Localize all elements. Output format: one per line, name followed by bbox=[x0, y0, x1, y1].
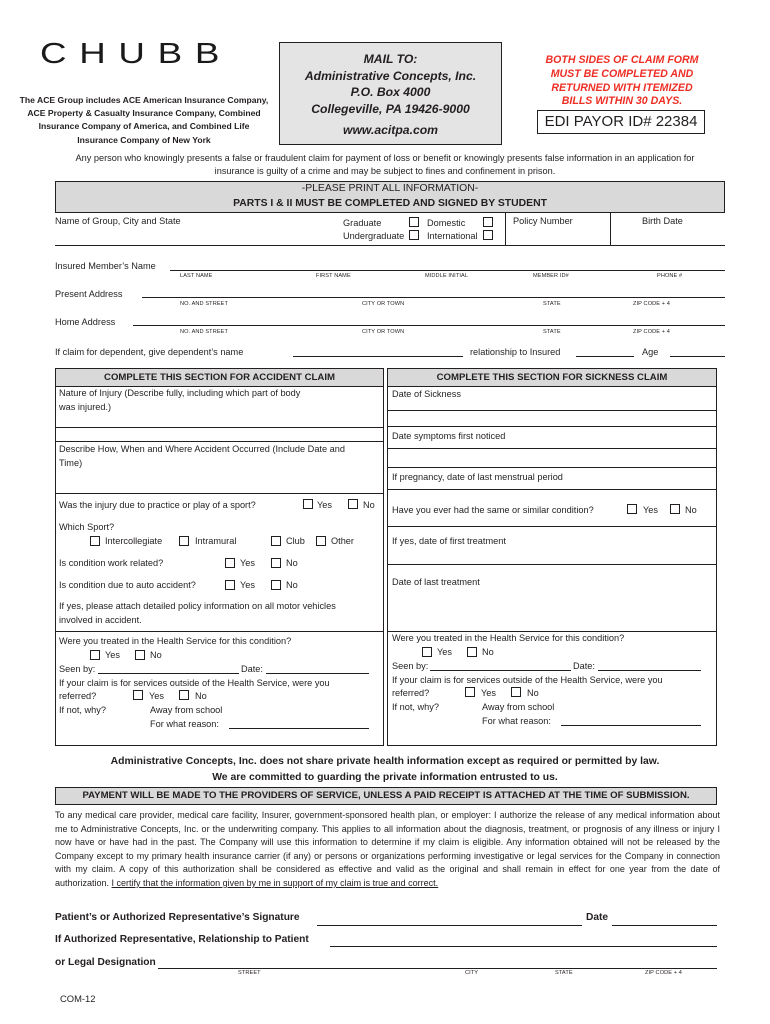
date-of-sickness-label: Date of Sickness bbox=[392, 389, 461, 399]
international-label: International bbox=[427, 231, 478, 241]
sickness-treated-no-checkbox[interactable] bbox=[467, 647, 477, 657]
describe-line: Time) bbox=[59, 457, 83, 468]
no-label: No bbox=[482, 647, 494, 657]
mail-to-box bbox=[279, 42, 502, 145]
mail-to-pobox: P.O. Box 4000 bbox=[350, 85, 431, 99]
mail-to-label: MAIL TO: bbox=[363, 52, 418, 66]
no-label: No bbox=[363, 500, 375, 510]
last-treatment-label: Date of last treatment bbox=[392, 577, 480, 587]
accident-section bbox=[55, 368, 384, 746]
col-last-name: LAST NAME bbox=[180, 273, 213, 279]
accident-section-title: COMPLETE THIS SECTION FOR ACCIDENT CLAIM bbox=[56, 369, 383, 387]
nature-of-injury-label bbox=[59, 387, 381, 414]
no-label: No bbox=[150, 650, 162, 660]
same-condition-no-checkbox[interactable] bbox=[670, 504, 680, 514]
relationship-label: relationship to Insured bbox=[470, 347, 561, 357]
intercollegiate-label: Intercollegiate bbox=[105, 536, 163, 546]
present-address-label: Present Address bbox=[55, 289, 123, 299]
same-condition-question: Have you ever had the same or similar condition? bbox=[392, 505, 594, 515]
signature-line[interactable] bbox=[317, 925, 582, 926]
sickness-seen-by-label: Seen by: bbox=[392, 661, 429, 671]
auto-policy-note bbox=[59, 600, 381, 627]
yes-label: Yes bbox=[240, 580, 255, 590]
mail-to-city: Collegeville, PA 19426-9000 bbox=[311, 101, 470, 116]
yes-label: Yes bbox=[240, 558, 255, 568]
privacy-statement bbox=[40, 754, 730, 785]
col-street: STREET bbox=[238, 970, 261, 976]
home-address-line[interactable] bbox=[133, 325, 725, 326]
legal-designation-label: or Legal Designation bbox=[55, 957, 156, 968]
accident-reason-line[interactable] bbox=[229, 728, 369, 729]
col-zip: ZIP CODE + 4 bbox=[633, 301, 671, 307]
sickness-seen-by-line[interactable] bbox=[430, 670, 571, 671]
club-checkbox[interactable] bbox=[271, 536, 281, 546]
first-treatment-label: If yes, date of first treatment bbox=[392, 536, 506, 546]
undergraduate-label: Undergraduate bbox=[343, 231, 405, 241]
col-zip: ZIP CODE + 4 bbox=[645, 970, 683, 976]
sickness-section bbox=[387, 368, 717, 746]
accident-referred-no-checkbox[interactable] bbox=[179, 690, 189, 700]
col-zip: ZIP CODE + 4 bbox=[633, 329, 671, 335]
sickness-if-not-label: If not, why? bbox=[392, 702, 439, 712]
company-group-text bbox=[12, 94, 276, 147]
yes-label: Yes bbox=[317, 500, 332, 510]
dependent-line[interactable] bbox=[293, 356, 463, 357]
company-line: ACE Property & Casualty Insurance Company, Combined bbox=[27, 108, 261, 119]
sickness-referred-label: referred? bbox=[392, 688, 430, 698]
intercollegiate-checkbox[interactable] bbox=[90, 536, 100, 546]
describe-accident-label bbox=[59, 443, 381, 470]
other-checkbox[interactable] bbox=[316, 536, 326, 546]
insured-member-line[interactable] bbox=[170, 270, 725, 271]
sickness-outside-label: If your claim is for services outside of the Health Service, were you bbox=[392, 675, 663, 685]
sport-no-checkbox[interactable] bbox=[348, 499, 358, 509]
col-state: STATE bbox=[543, 329, 561, 335]
yes-label: Yes bbox=[643, 505, 658, 515]
sickness-date-label: Date: bbox=[573, 661, 595, 671]
auto-yes-checkbox[interactable] bbox=[225, 580, 235, 590]
svg-text:CHUBB: CHUBB bbox=[40, 38, 232, 70]
chubb-logo bbox=[40, 38, 240, 70]
no-label: No bbox=[685, 505, 697, 515]
work-related-question: Is condition work related? bbox=[59, 558, 164, 568]
sickness-reason-label: For what reason: bbox=[482, 716, 551, 726]
sickness-away-label: Away from school bbox=[482, 702, 555, 712]
parts-instruction: PARTS I & II MUST BE COMPLETED AND SIGNED BY STUDENT bbox=[233, 197, 547, 209]
accident-treated-question: Were you treated in the Health Service for this condition? bbox=[59, 636, 292, 646]
accident-seen-by-label: Seen by: bbox=[59, 664, 96, 674]
warning-line: BILLS WITHIN 30 DAYS. bbox=[561, 95, 683, 108]
which-sport-label: Which Sport? bbox=[59, 522, 115, 532]
sport-question: Was the injury due to practice or play of a sport? bbox=[59, 500, 256, 510]
col-street: NO. AND STREET bbox=[180, 301, 229, 307]
company-line: The ACE Group includes ACE American Insurance Company, bbox=[19, 95, 269, 105]
warning-line: BOTH SIDES OF CLAIM FORM bbox=[545, 54, 699, 66]
age-label: Age bbox=[642, 347, 659, 357]
work-yes-checkbox[interactable] bbox=[225, 558, 235, 568]
mail-to-company: Administrative Concepts, Inc. bbox=[304, 68, 477, 83]
sickness-referred-yes-checkbox[interactable] bbox=[465, 687, 475, 697]
auto-note-line: involved in accident. bbox=[59, 614, 142, 625]
insured-member-label: Insured Member’s Name bbox=[55, 261, 156, 271]
sickness-referred-no-checkbox[interactable] bbox=[511, 687, 521, 697]
authorization-text bbox=[55, 809, 720, 891]
accident-referred-label: referred? bbox=[59, 691, 97, 701]
present-address-line[interactable] bbox=[142, 297, 725, 298]
print-instruction: -PLEASE PRINT ALL INFORMATION- bbox=[301, 183, 479, 194]
col-street: NO. AND STREET bbox=[180, 329, 229, 335]
home-address-label: Home Address bbox=[55, 317, 116, 327]
col-phone: PHONE # bbox=[657, 273, 683, 279]
graduate-checkbox[interactable] bbox=[409, 217, 419, 227]
fraud-notice: Any person who knowingly presents a false or fraudulent claim for payment of loss or benefit or knowingly presents false information in an application for insurance is guilty of a crime and may be subject to fines and confinement in prison. bbox=[75, 153, 695, 176]
certification-text: I certify that the information given by me in support of my claim is true and correct. bbox=[111, 877, 439, 888]
undergraduate-checkbox[interactable] bbox=[409, 230, 419, 240]
date-symptoms-label: Date symptoms first noticed bbox=[392, 431, 506, 441]
other-label: Other bbox=[331, 536, 354, 546]
col-middle-initial: MIDDLE INITIAL bbox=[425, 273, 469, 279]
no-label: No bbox=[527, 688, 539, 698]
auto-accident-question: Is condition due to auto accident? bbox=[59, 580, 196, 590]
claim-warning bbox=[530, 54, 714, 109]
yes-label: Yes bbox=[149, 691, 164, 701]
policy-number-label: Policy Number bbox=[513, 216, 573, 226]
col-city: CITY OR TOWN bbox=[362, 301, 405, 307]
col-city: CITY OR TOWN bbox=[362, 329, 405, 335]
print-banner bbox=[55, 181, 725, 213]
sport-yes-checkbox[interactable] bbox=[303, 499, 313, 509]
edi-payor-id: EDI PAYOR ID# 22384 bbox=[537, 110, 705, 134]
graduate-label: Graduate bbox=[343, 218, 382, 228]
accident-treated-no-checkbox[interactable] bbox=[135, 650, 145, 660]
privacy-line: Administrative Concepts, Inc. does not share private health information except as required or permitted by law. bbox=[110, 756, 660, 767]
col-state: STATE bbox=[543, 301, 561, 307]
accident-outside-label: If your claim is for services outside of the Health Service, were you bbox=[59, 678, 330, 688]
payment-notice: PAYMENT WILL BE MADE TO THE PROVIDERS OF SERVICE, UNLESS A PAID RECEIPT IS ATTACHED AT THE TIME OF SUBMISSION. bbox=[55, 787, 717, 805]
accident-if-not-label: If not, why? bbox=[59, 705, 106, 715]
website-text: www.acitpa.com bbox=[342, 123, 439, 137]
domestic-label: Domestic bbox=[427, 218, 466, 228]
no-label: No bbox=[195, 691, 207, 701]
international-checkbox[interactable] bbox=[483, 230, 493, 240]
col-state: STATE bbox=[555, 970, 573, 976]
signature-date-line[interactable] bbox=[612, 925, 717, 926]
sickness-treated-yes-checkbox[interactable] bbox=[422, 647, 432, 657]
group-label: Name of Group, City and State bbox=[55, 216, 181, 226]
sickness-date-line[interactable] bbox=[598, 670, 701, 671]
dependent-label: If claim for dependent, give dependent’s name bbox=[55, 347, 244, 357]
auto-note-line: If yes, please attach detailed policy information on all motor vehicles bbox=[59, 601, 336, 611]
work-no-checkbox[interactable] bbox=[271, 558, 281, 568]
col-city: CITY bbox=[465, 970, 479, 976]
company-line: Insurance Company of America, and Combined Life bbox=[38, 121, 250, 132]
same-condition-yes-checkbox[interactable] bbox=[627, 504, 637, 514]
club-label: Club bbox=[286, 536, 305, 546]
domestic-checkbox[interactable] bbox=[483, 217, 493, 227]
col-first-name: FIRST NAME bbox=[316, 273, 351, 279]
relationship-line[interactable] bbox=[576, 356, 634, 357]
accident-seen-by-line[interactable] bbox=[98, 673, 239, 674]
age-line[interactable] bbox=[670, 356, 725, 357]
nature-line: was injured.) bbox=[59, 401, 112, 412]
sickness-section-title: COMPLETE THIS SECTION FOR SICKNESS CLAIM bbox=[388, 369, 716, 387]
representative-relationship-label: If Authorized Representative, Relationship to Patient bbox=[55, 934, 309, 945]
warning-line: RETURNED WITH ITEMIZED bbox=[551, 81, 693, 94]
accident-away-label: Away from school bbox=[150, 705, 223, 715]
intramural-label: Intramural bbox=[195, 536, 237, 546]
yes-label: Yes bbox=[437, 647, 452, 657]
warning-line: MUST BE COMPLETED AND bbox=[550, 67, 694, 80]
sickness-reason-line[interactable] bbox=[561, 725, 701, 726]
pregnancy-label: If pregnancy, date of last menstrual period bbox=[392, 472, 563, 482]
intramural-checkbox[interactable] bbox=[179, 536, 189, 546]
signature-date-label: Date bbox=[586, 912, 609, 923]
accident-reason-label: For what reason: bbox=[150, 719, 219, 729]
birth-date-label: Birth Date bbox=[642, 216, 683, 226]
accident-treated-yes-checkbox[interactable] bbox=[90, 650, 100, 660]
legal-designation-line[interactable] bbox=[158, 968, 717, 969]
nature-line: Nature of Injury (Describe fully, including which part of body bbox=[59, 388, 301, 398]
signature-label: Patient’s or Authorized Representative’s Signature bbox=[55, 912, 300, 923]
no-label: No bbox=[286, 558, 298, 568]
yes-label: Yes bbox=[105, 650, 120, 660]
representative-relationship-line[interactable] bbox=[330, 946, 717, 947]
privacy-line: We are committed to guarding the private information entrusted to us. bbox=[212, 771, 558, 783]
describe-line: Describe How, When and Where Accident Occurred (Include Date and bbox=[59, 444, 345, 454]
form-id: COM-12 bbox=[60, 993, 96, 1004]
auto-no-checkbox[interactable] bbox=[271, 580, 281, 590]
accident-date-label: Date: bbox=[241, 664, 263, 674]
company-line: Insurance Company of New York bbox=[77, 134, 211, 145]
sickness-treated-question: Were you treated in the Health Service for this condition? bbox=[392, 633, 625, 643]
col-member-id: MEMBER ID# bbox=[533, 273, 569, 279]
accident-referred-yes-checkbox[interactable] bbox=[133, 690, 143, 700]
yes-label: Yes bbox=[481, 688, 496, 698]
no-label: No bbox=[286, 580, 298, 590]
accident-date-line[interactable] bbox=[266, 673, 369, 674]
authorization-body: To any medical care provider, medical care facility, Insurer, government-sponsored health plan, or employer: I authorize the release of any medical information about me to Administrative Concepts, Inc. or the underwriting company. This applies to all information about the diagnosis, treatment, or prognosis of any illness or injury I now have or have had in the past. The Company will use this information to determine if my claim is eligible. Any information obtained will not be released by the Company except to my primary health insurance carrier (if any) or persons or organizations performing investigative or legal services for the Company in connection with my claim. A copy of this authorization shall be considered as effective and valid as the original and shall remain in effect for one year from the date of authorization. bbox=[55, 810, 720, 888]
